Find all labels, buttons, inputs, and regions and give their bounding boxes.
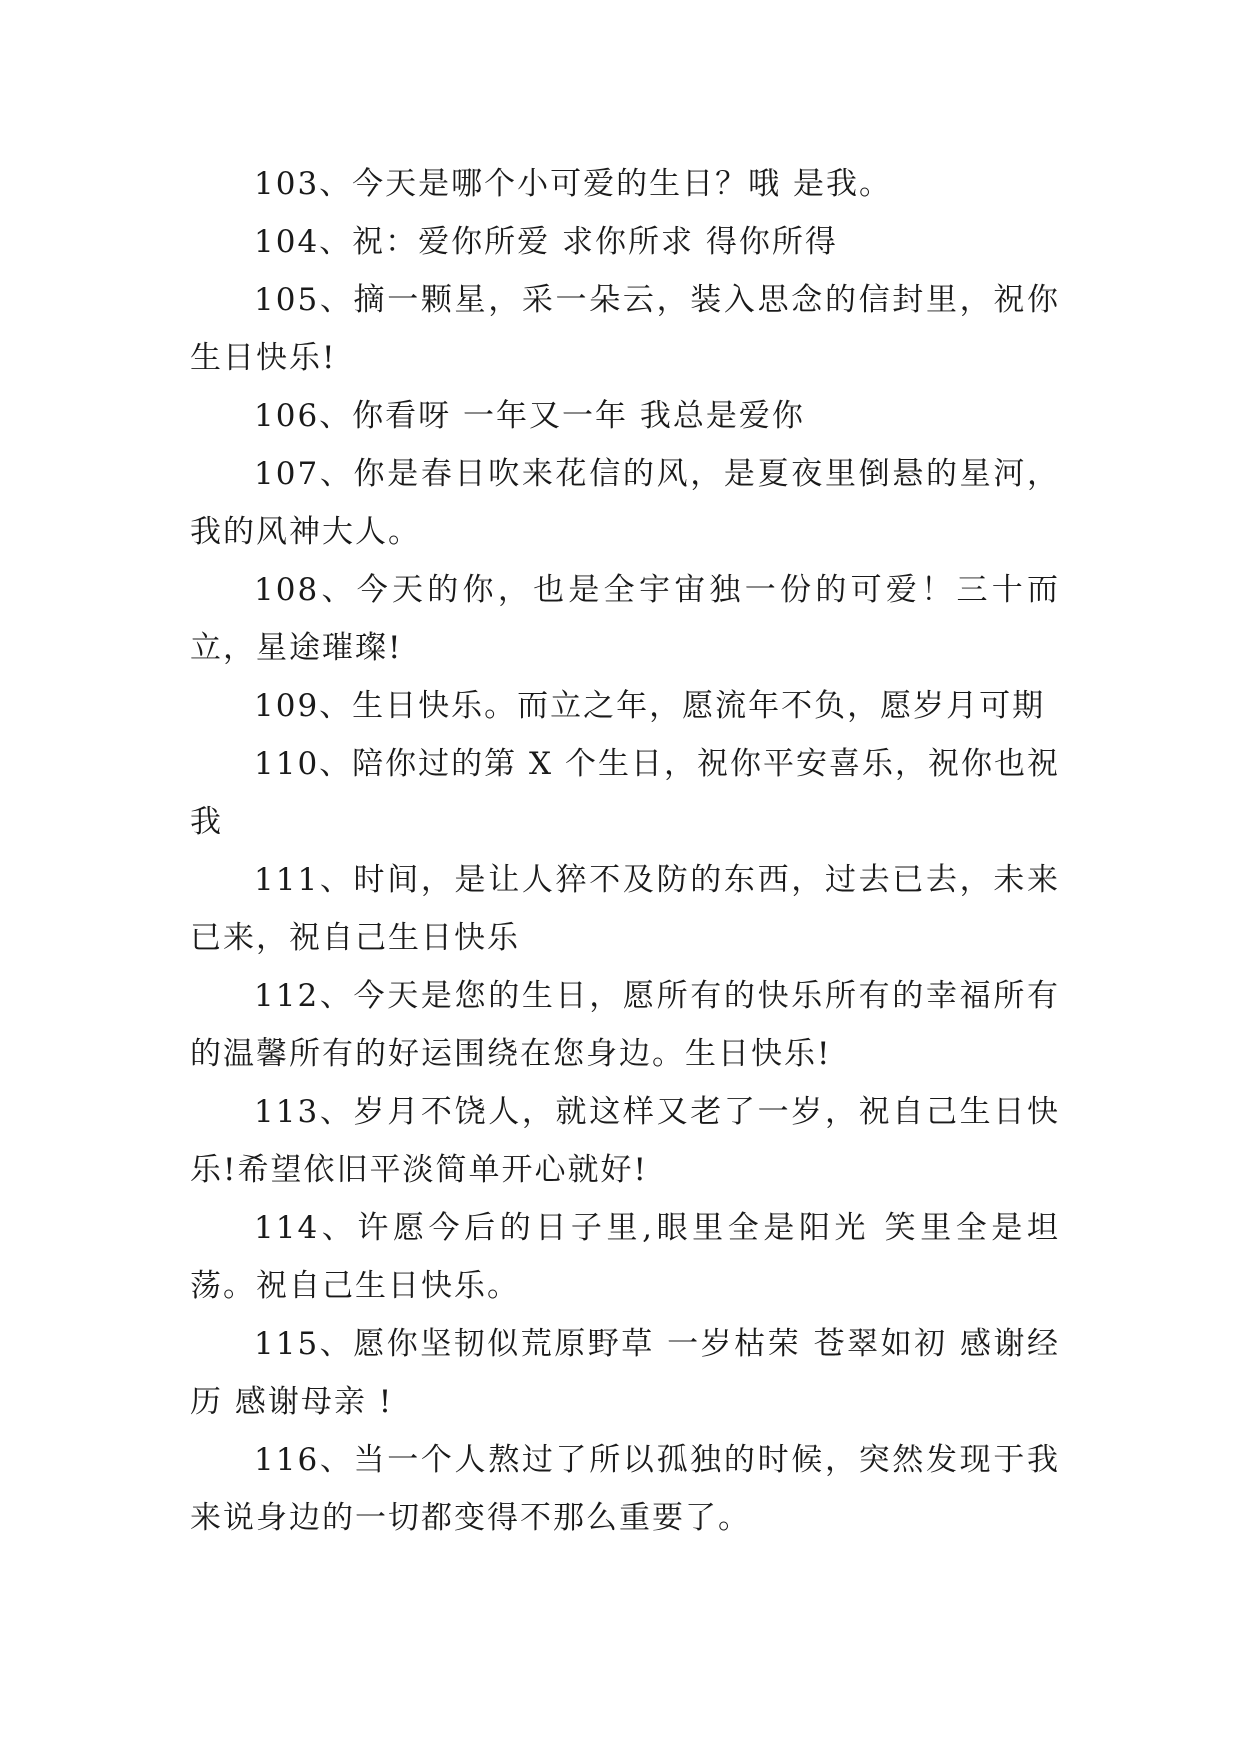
list-item: 116、当一个人熬过了所以孤独的时候，突然发现于我来说身边的一切都变得不那么重要了。	[190, 1442, 1060, 1536]
list-item: 107、你是春日吹来花信的风，是夏夜里倒悬的星河，我的风神大人。	[190, 456, 1060, 550]
list-item: 103、今天是哪个小可爱的生日？哦 是我。	[254, 166, 893, 202]
document-body	[190, 155, 1060, 1547]
list-item: 112、今天是您的生日，愿所有的快乐所有的幸福所有的温馨所有的好运围绕在您身边。生日快乐!	[190, 978, 1060, 1072]
list-item: 110、陪你过的第 X 个生日，祝你平安喜乐，祝你也祝我	[190, 746, 1060, 840]
list-item: 108、今天的你，也是全宇宙独一份的可爱！三十而立，星途璀璨!	[190, 572, 1060, 666]
list-item: 114、许愿今后的日子里,眼里全是阳光 笑里全是坦荡。祝自己生日快乐。	[190, 1210, 1060, 1304]
list-item: 106、你看呀 一年又一年 我总是爱你	[254, 398, 805, 434]
list-item: 109、生日快乐。而立之年，愿流年不负，愿岁月可期	[254, 688, 1046, 724]
list-item: 115、愿你坚韧似荒原野草 一岁枯荣 苍翠如初 感谢经历 感谢母亲 !	[190, 1326, 1060, 1420]
list-item: 105、摘一颗星，采一朵云，装入思念的信封里，祝你生日快乐!	[190, 282, 1060, 376]
list-item: 113、岁月不饶人，就这样又老了一岁，祝自己生日快乐!希望依旧平淡简单开心就好!	[190, 1094, 1060, 1188]
list-item: 111、时间，是让人猝不及防的东西，过去已去，未来已来，祝自己生日快乐	[190, 862, 1060, 956]
list-item: 104、祝：爱你所爱 求你所求 得你所得	[254, 224, 838, 260]
